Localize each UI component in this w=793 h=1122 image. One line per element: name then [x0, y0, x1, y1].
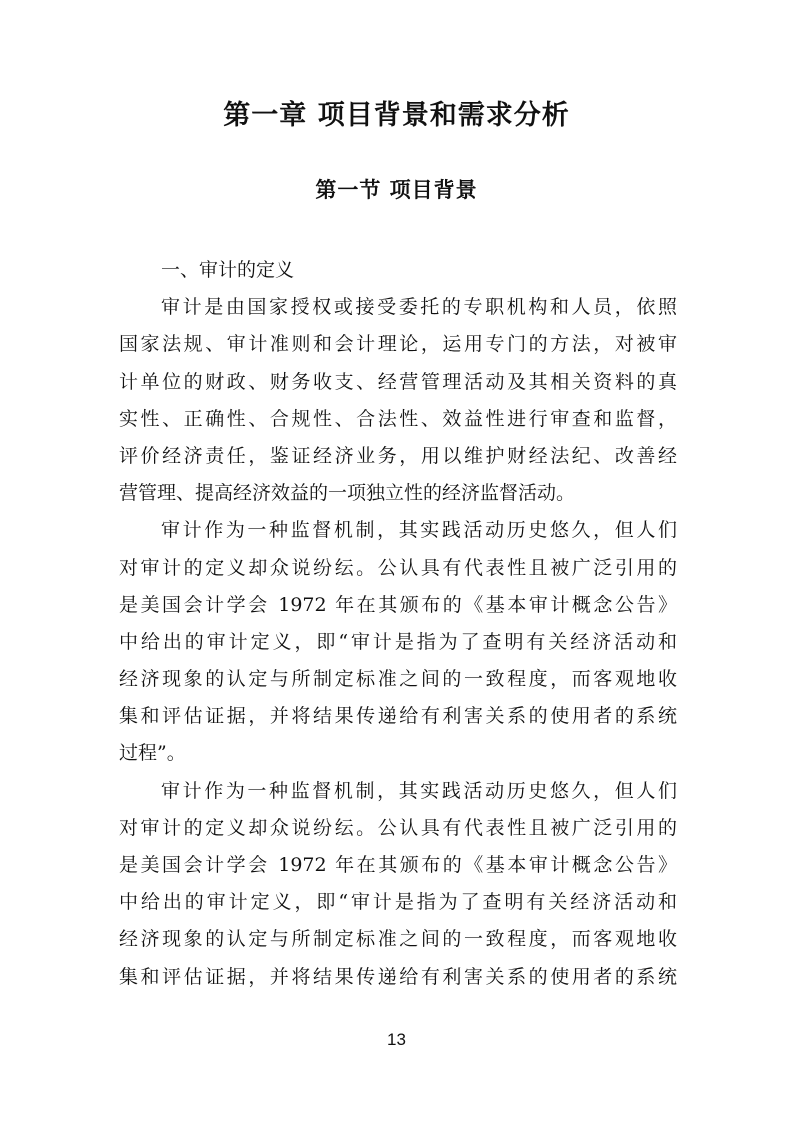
paragraph-line: 对审计的定义却众说纷纭。公认具有代表性且被广泛引用的 [119, 816, 677, 839]
page-number: 13 [387, 1030, 406, 1049]
body-text [119, 252, 677, 996]
paragraph-line: 是美国会计学会 1972 年在其颁布的《基本审计概念公告》 [119, 854, 677, 876]
paragraph-line: 评价经济责任，鉴证经济业务，用以维护财经法纪、改善经 [119, 444, 677, 467]
section-title: 第一节 项目背景 [315, 178, 478, 202]
chapter-title: 第一章 项目背景和需求分析 [223, 100, 570, 131]
paragraph-line: 中给出的审计定义，即“审计是指为了查明有关经济活动和 [119, 630, 677, 653]
paragraph-line: 审计作为一种监督机制，其实践活动历史悠久，但人们 [161, 519, 677, 542]
paragraph-line: 是美国会计学会 1972 年在其颁布的《基本审计概念公告》 [119, 593, 677, 616]
paragraph-3 [119, 773, 677, 996]
paragraph-line: 营管理、提高经济效益的一项独立性的经济监督活动。 [119, 482, 576, 505]
paragraph-2 [119, 512, 677, 772]
paragraph-line: 集和评估证据，并将结果传递给有利害关系的使用者的系统 [119, 965, 677, 988]
paragraph-line: 计单位的财政、财务收支、经营管理活动及其相关资料的真 [119, 370, 677, 393]
paragraph-1 [119, 289, 677, 512]
paragraph-line: 过程”。 [119, 742, 186, 765]
subheading: 一、审计的定义 [161, 259, 295, 281]
paragraph-line: 经济现象的认定与所制定标准之间的一致程度，而客观地收 [119, 668, 677, 691]
paragraph-line: 经济现象的认定与所制定标准之间的一致程度，而客观地收 [119, 928, 677, 951]
paragraph-line: 实性、正确性、合规性、合法性、效益性进行审查和监督， [119, 407, 677, 430]
paragraph-line: 中给出的审计定义，即“审计是指为了查明有关经济活动和 [119, 891, 677, 914]
paragraph-line: 审计是由国家授权或接受委托的专职机构和人员，依照 [161, 296, 677, 319]
paragraph-line: 国家法规、审计准则和会计理论，运用专门的方法，对被审 [119, 333, 677, 356]
paragraph-line: 对审计的定义却众说纷纭。公认具有代表性且被广泛引用的 [119, 556, 677, 579]
paragraph-line: 集和评估证据，并将结果传递给有利害关系的使用者的系统 [119, 705, 677, 728]
paragraph-line: 审计作为一种监督机制，其实践活动历史悠久，但人们 [161, 779, 677, 802]
